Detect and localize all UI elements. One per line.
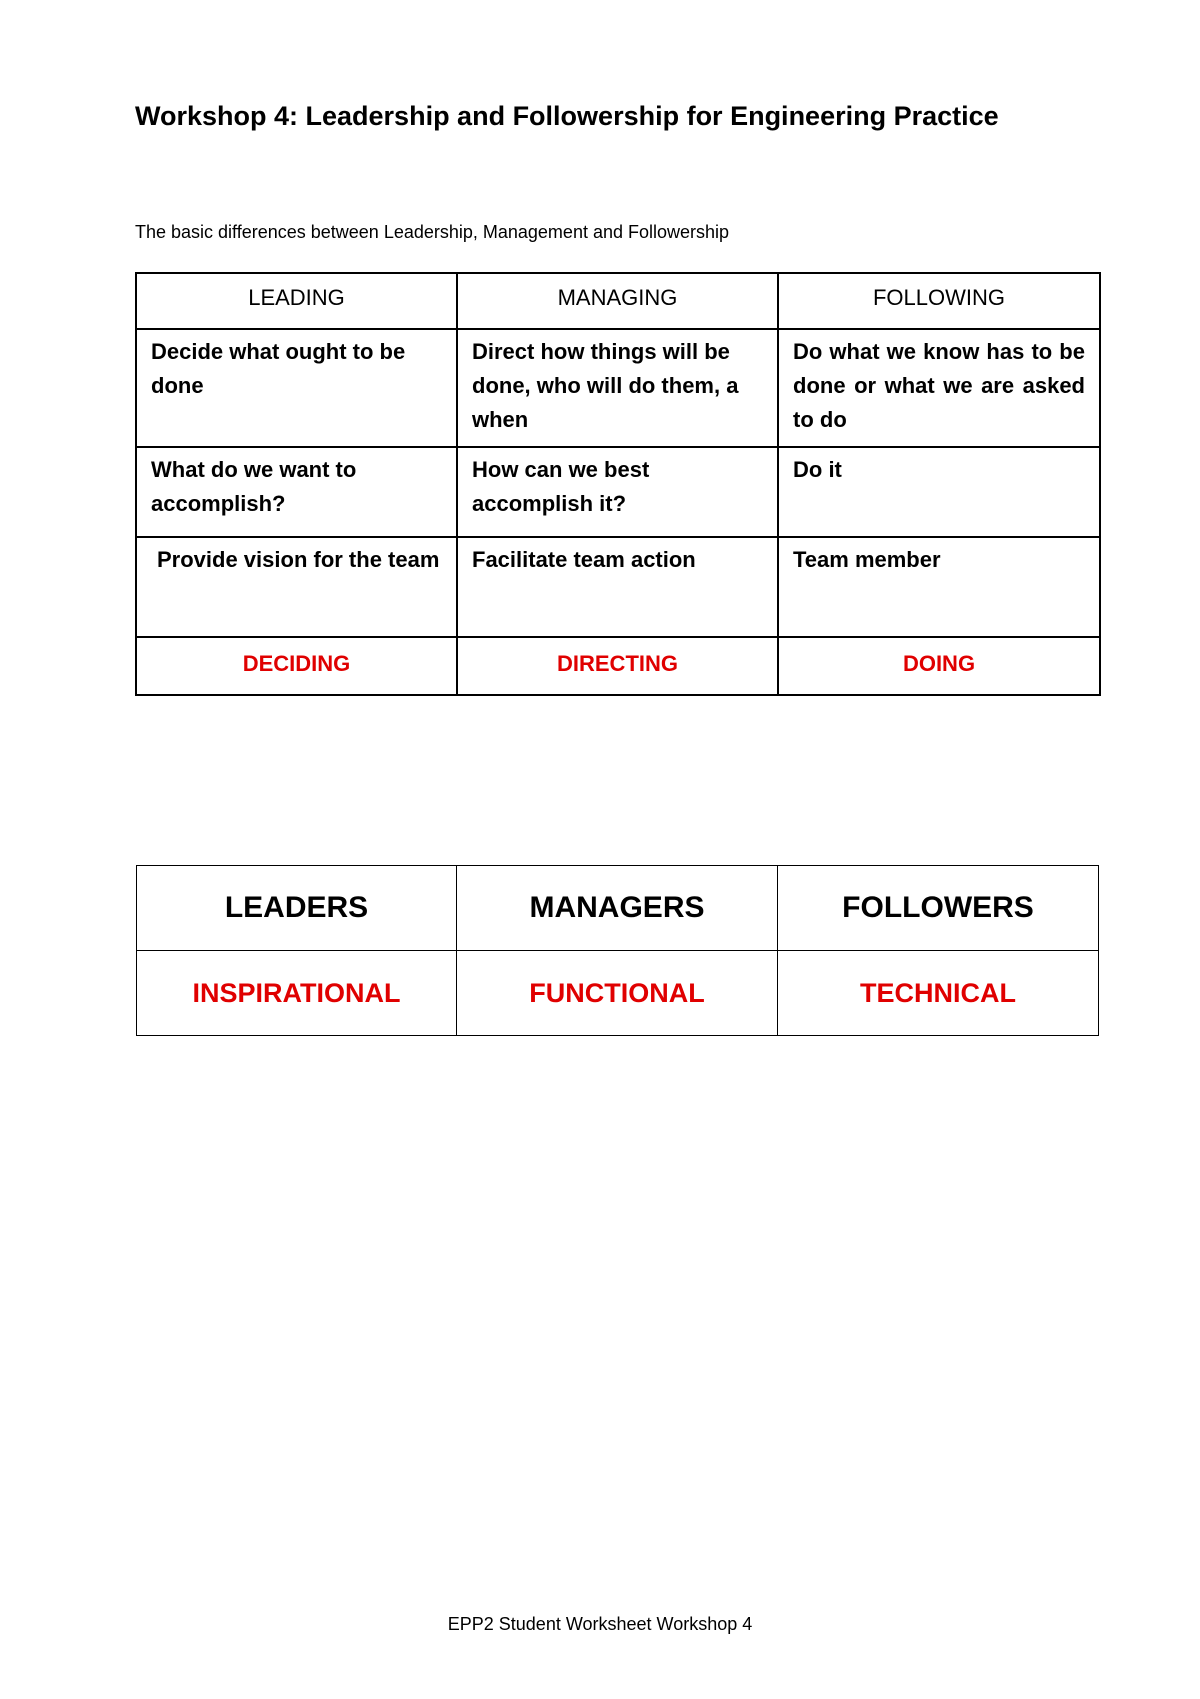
header-leading: LEADING bbox=[136, 273, 457, 329]
header-managing: MANAGING bbox=[457, 273, 778, 329]
table-cell: What do we want to accomplish? bbox=[136, 447, 457, 537]
header-following: FOLLOWING bbox=[778, 273, 1100, 329]
table-cell: Do it bbox=[778, 447, 1100, 537]
table-header-row bbox=[136, 273, 1100, 329]
table-row bbox=[136, 447, 1100, 537]
table-cell: Do what we know has to be done or what we are asked to do bbox=[778, 329, 1100, 447]
comparison-table bbox=[135, 272, 1101, 696]
table-intro-text: The basic differences between Leadership, Management and Followership bbox=[135, 222, 730, 242]
table-cell: Facilitate team action bbox=[457, 537, 778, 637]
table-cell: Provide vision for the team bbox=[136, 537, 457, 637]
header-leaders: LEADERS bbox=[137, 866, 457, 951]
value-inspirational: INSPIRATIONAL bbox=[137, 951, 457, 1036]
table-cell: How can we best accomplish it? bbox=[457, 447, 778, 537]
roles-table bbox=[136, 865, 1099, 1036]
summary-directing: DIRECTING bbox=[457, 637, 778, 695]
page-title: Workshop 4: Leadership and Followership for Engineering Practice bbox=[135, 101, 999, 131]
table-cell: Direct how things will be done, who will do them, a when bbox=[457, 329, 778, 447]
table-row bbox=[136, 537, 1100, 637]
header-followers: FOLLOWERS bbox=[778, 866, 1099, 951]
table-row bbox=[136, 329, 1100, 447]
roles-value-row bbox=[137, 951, 1099, 1036]
table-summary-row bbox=[136, 637, 1100, 695]
summary-deciding: DECIDING bbox=[136, 637, 457, 695]
value-functional: FUNCTIONAL bbox=[457, 951, 778, 1036]
table-cell: Team member bbox=[778, 537, 1100, 637]
value-technical: TECHNICAL bbox=[778, 951, 1099, 1036]
roles-header-row bbox=[137, 866, 1099, 951]
summary-doing: DOING bbox=[778, 637, 1100, 695]
table-cell: Decide what ought to be done bbox=[136, 329, 457, 447]
header-managers: MANAGERS bbox=[457, 866, 778, 951]
page-footer: EPP2 Student Worksheet Workshop 4 bbox=[447, 1614, 753, 1634]
